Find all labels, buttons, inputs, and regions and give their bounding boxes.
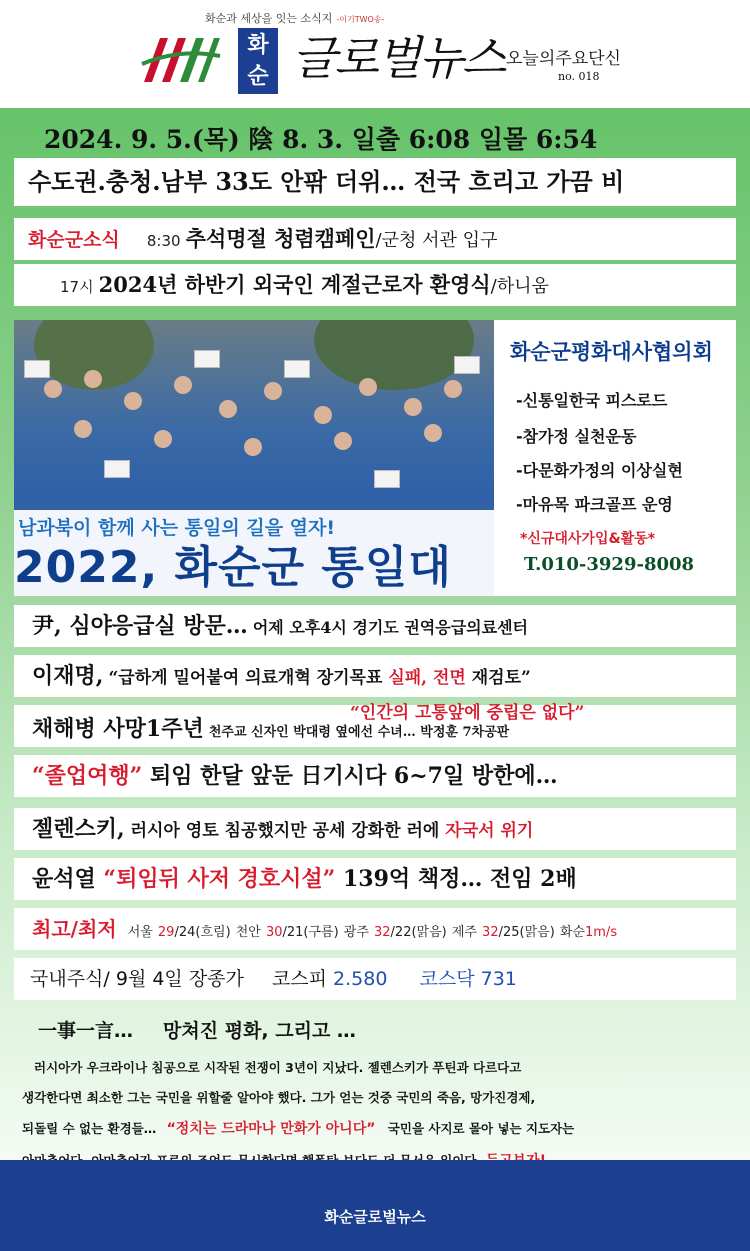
city-low: /24(흐림) bbox=[174, 925, 231, 940]
news-row bbox=[14, 858, 736, 900]
council-title: 화순군평화대사협의회 bbox=[510, 340, 713, 364]
news-headline: 윤석열 bbox=[32, 866, 104, 892]
city-name: 서울 bbox=[127, 925, 153, 940]
news-headline-end: 139억 책정… 전임 2배 bbox=[335, 866, 577, 892]
event-place: /군청 서관 입구 bbox=[375, 230, 498, 251]
tagline-text: 화순과 세상을 잇는 소식지 bbox=[205, 12, 333, 25]
logo-script: 글로벌뉴스 bbox=[292, 31, 505, 85]
council-join: *신규대사가입&활동* bbox=[520, 531, 656, 547]
banner-title: 2022, 화순군 통일대 bbox=[14, 542, 452, 593]
city-name: 광주 bbox=[343, 925, 369, 940]
edition-number: no. 018 bbox=[558, 70, 600, 83]
news-sub-red: 자국서 위기 bbox=[445, 821, 534, 841]
column-title: 一事一言… bbox=[38, 1020, 134, 1042]
column-line: 러시아가 우크라이나 침공으로 시작된 전쟁이 3년이 지났다. 젤렌스키가 푸틴과 다르다고 bbox=[34, 1060, 522, 1075]
event-place: /하니움 bbox=[490, 276, 549, 297]
news-float-quote: “인간의 고통앞에 중립은 없다” bbox=[350, 703, 585, 723]
banner-slogan: 남과북이 함께 사는 통일의 길을 열자! bbox=[18, 517, 336, 539]
news-headline: 이재명, bbox=[32, 663, 104, 689]
news-quote-red: 실패, 전면 bbox=[388, 668, 466, 688]
city-high: 30 bbox=[265, 925, 283, 940]
temperature-row bbox=[14, 908, 736, 950]
weather-headline: 수도권.충청.남부 33도 안팎 더위… 전국 흐리고 가끔 비 bbox=[14, 158, 736, 206]
city-low: /21(구름) bbox=[282, 925, 339, 940]
news-headline: 젤렌스키, bbox=[32, 816, 125, 842]
county-news-row-1 bbox=[14, 218, 736, 260]
news-quote-end: 재검토” bbox=[465, 668, 531, 688]
city-high: 32 bbox=[482, 925, 499, 940]
news-sub: 어제 오후4시 경기도 권역응급의료센터 bbox=[252, 618, 528, 637]
council-item: -마유목 파크골프 운영 bbox=[516, 495, 673, 514]
news-headline: 채해병 사망1주년 bbox=[32, 716, 204, 742]
news-headline: 尹, 심야응급실 방문… bbox=[32, 613, 248, 639]
news-quote: “급하게 밀어붙여 의료개혁 장기목표 bbox=[108, 668, 389, 688]
city-low: /25(맑음) bbox=[498, 925, 555, 940]
photo-banner bbox=[14, 510, 494, 596]
rally-photo bbox=[14, 320, 494, 596]
temperature-label: 최고/최저 bbox=[32, 917, 117, 941]
column-quote-red: “정치는 드라마나 만화가 아니다” bbox=[166, 1121, 376, 1137]
column-text: 되돌릴 수 없는 환경들… bbox=[22, 1121, 157, 1136]
news-row bbox=[14, 655, 736, 697]
news-headline-red: “졸업여행” bbox=[32, 763, 143, 789]
kospi-value: 2.580 bbox=[333, 968, 388, 990]
tagline-small: -이기TWO송- bbox=[336, 15, 385, 24]
news-row bbox=[14, 755, 736, 797]
city-name: 천안 bbox=[235, 925, 261, 940]
news-row bbox=[14, 605, 736, 647]
stocks-row bbox=[14, 958, 736, 1000]
news-sub: 러시아 영토 침공했지만 공세 강화한 러에 bbox=[124, 821, 446, 841]
footer-title: 화순글로벌뉴스 bbox=[324, 1208, 426, 1226]
kosdaq-value: 731 bbox=[480, 968, 517, 990]
city-high: 29 bbox=[157, 925, 175, 940]
column-title-row bbox=[38, 1016, 356, 1043]
kosdaq-label: 코스닥 bbox=[419, 968, 475, 990]
logo-mark-icon bbox=[140, 30, 222, 88]
city-high: 32 bbox=[374, 925, 391, 940]
wind-value: 1m/s bbox=[585, 925, 618, 940]
county-news-row-2 bbox=[14, 264, 736, 306]
city-name: 제주 bbox=[451, 925, 477, 940]
date-line: 2024. 9. 5.(목) 陰 8. 3. 일출 6:08 일몰 6:54 bbox=[44, 125, 598, 154]
news-sub: 천주교 신자인 박대령 옆에선 수녀… 박정훈 7차공판 bbox=[208, 725, 510, 740]
county-news-label: 화순군소식 bbox=[28, 229, 120, 251]
column-subtitle: 망쳐진 평화, 그리고 … bbox=[163, 1020, 356, 1042]
column-line: 생각한다면 최소한 그는 국민을 위할줄 알아야 했다. 그가 얻는 것중 국민의 죽음, 망가진경제, bbox=[22, 1090, 536, 1105]
event-title: 2024년 하반기 외국인 계절근로자 환영식 bbox=[98, 272, 491, 297]
event-time: 17시 bbox=[60, 278, 94, 296]
logo-box: 화순 bbox=[238, 28, 278, 94]
council-phone: T.010-3929-8008 bbox=[524, 554, 695, 575]
city-low: /22(맑음) bbox=[390, 925, 447, 940]
column-text: 국민을 사지로 몰아 넣는 지도자는 bbox=[387, 1121, 575, 1136]
news-headline-red: “퇴임뒤 사저 경호시설” bbox=[103, 866, 336, 892]
event-title: 추석명절 청렴캠페인 bbox=[185, 226, 376, 251]
news-row bbox=[14, 808, 736, 850]
council-item: -참가정 실천운동 bbox=[516, 427, 637, 446]
wind-label: 화순 bbox=[559, 925, 585, 940]
column-line bbox=[22, 1118, 574, 1138]
event-time: 8:30 bbox=[146, 232, 181, 250]
news-headline: 퇴임 한달 앞둔 日기시다 6~7일 방한에… bbox=[142, 763, 558, 789]
stocks-prefix: 국내주식/ 9월 4일 장종가 bbox=[30, 968, 244, 990]
edition-label: 오늘의주요단신 bbox=[506, 49, 621, 69]
council-item: -다문화가정의 이상실현 bbox=[516, 461, 683, 480]
council-item: -신통일한국 피스로드 bbox=[516, 391, 668, 410]
kospi-label: 코스피 bbox=[271, 968, 327, 990]
